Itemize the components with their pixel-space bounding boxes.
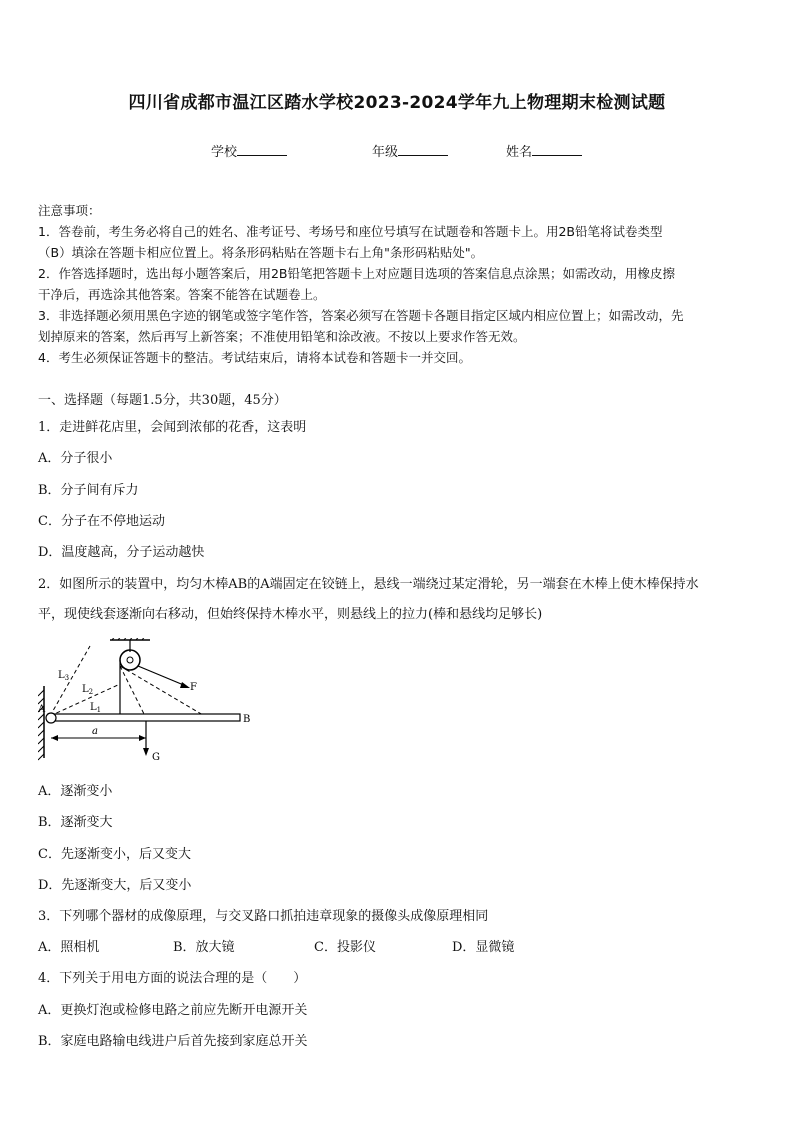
notice-line: 干净后，再选涂其他答案。答案不能答在试题卷上。 (38, 287, 326, 302)
pull-rope (138, 666, 186, 686)
exam-title: 四川省成都市温江区踏水学校2023-2024学年九上物理期末检测试题 (128, 93, 666, 113)
label-b-point: B (243, 714, 251, 725)
label-l2: $L_2$ (82, 684, 94, 696)
label-l1: $L_1$ (90, 702, 102, 714)
label-a-point: A (38, 704, 46, 715)
q1-option-b: B．分子间有斥力 (38, 483, 139, 498)
name-field (506, 141, 582, 160)
notice-line: 3．非选择题必须用黑色字迹的钢笔或签字笔作答，答案必须写在答题卡各题目指定区域内相应位置上；如需改动，先 (38, 308, 684, 323)
force-arrow (180, 682, 190, 688)
question-3-stem: 3．下列哪个器材的成像原理，与交叉路口抓拍违章现象的摄像头成像原理相同 (38, 909, 489, 924)
gravity-arrow (143, 748, 149, 756)
lever-diagram (38, 638, 253, 768)
label-f: F (190, 682, 197, 693)
q1-option-a: A．分子很小 (38, 451, 113, 466)
wooden-rod (48, 714, 240, 721)
question-1-stem: 1．走进鲜花店里，会闻到浓郁的花香，这表明 (38, 420, 307, 435)
q3-option-c: C．投影仪 (314, 940, 376, 955)
name-blank (532, 143, 582, 156)
q2-option-b: B．逐渐变大 (38, 815, 113, 830)
name-label: 姓名 (506, 145, 533, 160)
notice-line: 4．考生必须保证答题卡的整洁。考试结束后，请将本试卷和答题卡一并交回。 (38, 350, 471, 365)
school-blank (237, 143, 287, 156)
q3-option-d: D．显微镜 (452, 940, 515, 955)
q1-option-d: D．温度越高，分子运动越快 (38, 545, 205, 560)
question-4-stem: 4．下列关于用电方面的说法合理的是（ ） (38, 971, 307, 986)
q3-option-b: B．放大镜 (173, 940, 235, 955)
lever-pulley-figure (38, 638, 253, 772)
arm-l3-dashed (50, 646, 90, 716)
length-a-arrow-left (51, 735, 58, 741)
school-label: 学校 (211, 145, 238, 160)
q2-option-a: A．逐渐变小 (38, 784, 113, 799)
q4-option-b: B．家庭电路输电线进户后首先接到家庭总开关 (38, 1034, 308, 1049)
label-a-length: a (92, 726, 98, 737)
grade-blank (398, 143, 448, 156)
wall-hatching (38, 690, 44, 760)
notice-line: （B）填涂在答题卡相应位置上。将条形码粘贴在答题卡右上角"条形码粘贴处"。 (38, 245, 484, 260)
notice-heading: 注意事项： (38, 203, 101, 218)
question-2-stem-line2: 平，现使线套逐渐向右移动，但始终保持木棒水平，则悬线上的拉力(棒和悬线均足够长) (38, 607, 543, 622)
section-heading: 一、选择题（每题1.5分，共30题，45分） (38, 393, 287, 408)
q4-option-a: A．更换灯泡或检修电路之前应先断开电源开关 (38, 1003, 308, 1018)
q3-option-a: A．照相机 (38, 940, 100, 955)
notice-line: 1．答卷前，考生务必将自己的姓名、准考证号、考场号和座位号填写在试题卷和答题卡上。用2B铅笔将试卷类型 (38, 224, 663, 239)
grade-label: 年级 (372, 145, 399, 160)
label-l3: $L_3$ (58, 670, 70, 682)
pulley-axle (127, 657, 133, 663)
notice-line: 2．作答选择题时，选出每小题答案后，用2B铅笔把答题卡上对应题目选项的答案信息点涂黑；如需改动，用橡皮擦 (38, 266, 675, 281)
notice-line: 划掉原来的答案，然后再写上新答案；不准使用铅笔和涂改液。不按以上要求作答无效。 (38, 329, 526, 344)
length-a-arrow-right (139, 735, 146, 741)
grade-field (372, 141, 448, 160)
question-2-stem-line1: 2．如图所示的装置中，均匀木棒AB的A端固定在铰链上，悬线一端绕过某定滑轮，另一端套在木棒上使木棒保持水 (38, 577, 699, 592)
q1-option-c: C．分子在不停地运动 (38, 514, 165, 529)
q2-option-c: C．先逐渐变小，后又变大 (38, 847, 191, 862)
q2-option-d: D．先逐渐变大，后又变小 (38, 878, 192, 893)
school-field (211, 141, 287, 160)
hinge-a (46, 713, 56, 723)
label-g: G (152, 752, 160, 763)
